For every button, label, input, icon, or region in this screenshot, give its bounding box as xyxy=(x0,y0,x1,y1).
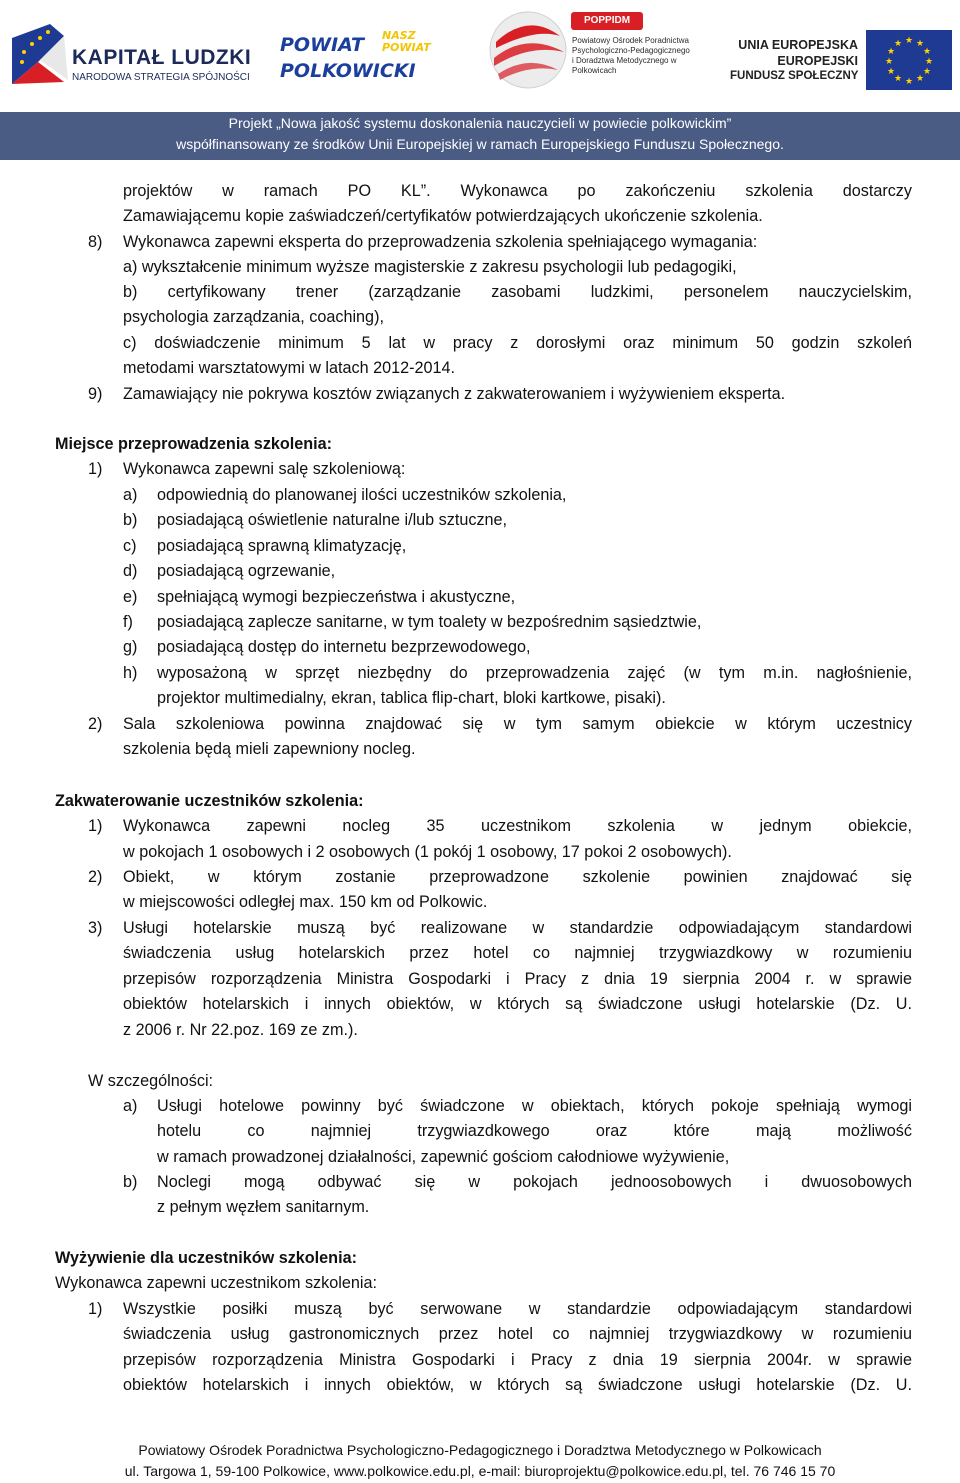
svg-text:★: ★ xyxy=(915,74,925,84)
p8-item-b-line-1: b) certyfikowany trener (zarządzanie zasobami ludzkimi, personelem nauczycielskim, xyxy=(123,283,912,301)
powiat-line-2: POLKOWICKI xyxy=(280,60,416,82)
s-item-b-line-1: Noclegi mogą odbywać się w pokojach jednoosobowych i dwuosobowych xyxy=(157,1173,912,1191)
powiat-polkowicki-logo xyxy=(280,29,440,86)
project-line-2: współfinansowany ze środków Unii Europejskiej w ramach Europejskiego Funduszu Społecznego. xyxy=(176,136,784,152)
project-banner xyxy=(0,112,960,160)
p8-line-1: Wykonawca zapewni eksperta do przeprowadzenia szkolenia spełniającego wymagania: xyxy=(123,233,758,251)
svg-text:★: ★ xyxy=(915,39,925,49)
z3-number: 3) xyxy=(88,919,103,937)
svg-text:★: ★ xyxy=(924,57,934,67)
w1-number: 1) xyxy=(88,1300,103,1318)
svg-text:★: ★ xyxy=(904,36,914,46)
m-item-h-letter: h) xyxy=(123,664,138,682)
svg-text:★: ★ xyxy=(922,67,932,77)
powiat-tag: NASZ POWIAT xyxy=(382,29,431,54)
section-heading-zakwaterowanie: Zakwaterowanie uczestników szkolenia: xyxy=(55,792,364,810)
m-item-letter: c) xyxy=(123,537,137,555)
svg-text:★: ★ xyxy=(884,57,894,67)
z3-line-4: obiektów hotelarskich i innych obiektów, w których są świadczone usługi hotelarskie (Dz. U. xyxy=(123,995,912,1013)
s-item-b-line-2: z pełnym węzłem sanitarnym. xyxy=(157,1198,370,1216)
s-item-a-line-1: Usługi hotelowe powinny być świadczone w obiektach, których pokoje spełniają wymogi xyxy=(157,1097,912,1115)
footer-line-2: ul. Targowa 1, 59-100 Polkowice, www.polkowice.edu.pl, e-mail: biuroprojektu@polkowice.edu.pl, tel. 76 746 15 70 xyxy=(124,1463,836,1479)
s-item-a-letter: a) xyxy=(123,1097,138,1115)
poppidm-logo xyxy=(486,6,701,94)
p9-text: Zamawiający nie pokrywa kosztów związanych z zakwaterowaniem i wyżywieniem eksperta. xyxy=(123,385,786,403)
z3-line-2: świadczenia usług hotelarskich przez hotel co najmniej trzygwiazdkowy w rozumieniu xyxy=(123,944,912,962)
m-item-text: posiadającą ogrzewanie, xyxy=(157,562,336,580)
footer-line-1: Powiatowy Ośrodek Poradnictwa Psychologiczno-Pedagogicznego i Doradztwa Metodycznego w Polkowicach xyxy=(138,1442,822,1458)
z2-number: 2) xyxy=(88,868,103,886)
m-item-letter: g) xyxy=(123,638,138,656)
p8-number: 8) xyxy=(88,233,103,251)
poppidm-name: Powiatowy Ośrodek Poradnictwa Psychologiczno-Pedagogicznego i Doradztwa Metodycznego w Polkowicach xyxy=(572,36,690,75)
p7-line-2: Zamawiającemu kopie zaświadczeń/certyfikatów potwierdzających ukończenie szkolenia. xyxy=(123,207,763,225)
m-item-text: posiadającą oświetlenie naturalne i/lub sztuczne, xyxy=(157,511,508,529)
m-item-h-line-2: projektor multimedialny, ekran, tablica flip-chart, bloki kartkowe, pisaki). xyxy=(157,689,666,707)
kapital-ludzki-title: KAPITAŁ LUDZKI xyxy=(72,46,252,69)
m2-number: 2) xyxy=(88,715,103,733)
svg-text:★: ★ xyxy=(922,47,932,57)
ue-line-3: FUNDUSZ SPOŁECZNY xyxy=(730,70,859,82)
kapital-ludzki-logo xyxy=(10,22,252,86)
poppidm-globe-icon xyxy=(486,8,568,92)
m-item-text: odpowiednią do planowanej ilości uczestników szkolenia, xyxy=(157,486,567,504)
w1-line-2: świadczenia usług gastronomicznych przez hotel co najmniej trzygwiazdkowy w rozumieniu xyxy=(123,1325,912,1343)
svg-text:★: ★ xyxy=(886,47,896,57)
svg-text:★: ★ xyxy=(893,39,903,49)
p8-item-c-line-2: metodami warsztatowymi w latach 2012-2014. xyxy=(123,359,455,377)
z1-line-1: Wykonawca zapewni nocleg 35 uczestnikom szkolenia w jednym obiekcie, xyxy=(123,817,912,835)
p9-number: 9) xyxy=(88,385,103,403)
m-item-text: posiadającą dostęp do internetu bezprzewodowego, xyxy=(157,638,531,656)
m1-text: Wykonawca zapewni salę szkoleniową: xyxy=(123,460,406,478)
m-item-text: spełniającą wymogi bezpieczeństwa i akustyczne, xyxy=(157,588,516,606)
z3-line-1: Usługi hotelarskie muszą być realizowane w standardzie odpowiadającym standardowi xyxy=(123,919,912,937)
m2-line-1: Sala szkoleniowa powinna znajdować się w tym samym obiekcie w którym uczestnicy xyxy=(123,715,912,733)
w1-line-3: przepisów rozporządzenia Ministra Gospodarki i Pracy z dnia 19 sierpnia 2004r. w sprawie xyxy=(123,1351,912,1369)
ue-line-1: UNIA EUROPEJSKA xyxy=(738,38,858,52)
page-header xyxy=(0,0,960,160)
m-item-text: posiadającą sprawną klimatyzację, xyxy=(157,537,407,555)
z3-line-5: z 2006 r. Nr 22.poz. 169 ze zm.). xyxy=(123,1021,358,1039)
p7-line-1: projektów w ramach PO KL”. Wykonawca po zakończeniu szkolenia dostarczy xyxy=(123,182,912,200)
w1-line-4: obiektów hotelarskich i innych obiektów, w których są świadczone usługi hotelarskie (Dz. U. xyxy=(123,1376,912,1394)
eu-flag-icon xyxy=(866,30,952,90)
kapital-ludzki-subtitle: NARODOWA STRATEGIA SPÓJNOŚCI xyxy=(72,72,250,83)
wyzywienie-intro: Wykonawca zapewni uczestnikom szkolenia: xyxy=(55,1274,377,1292)
section-heading-wyzywienie: Wyżywienie dla uczestników szkolenia: xyxy=(55,1249,357,1267)
z3-line-3: przepisów rozporządzenia Ministra Gospodarki i Pracy z dnia 19 sierpnia 2004 r. w sprawie xyxy=(123,970,912,988)
m-item-text: posiadającą zaplecze sanitarne, w tym toalety w bezpośrednim sąsiedztwie, xyxy=(157,613,702,631)
section-heading-miejsce: Miejsce przeprowadzenia szkolenia: xyxy=(55,435,333,453)
s-item-a-line-2: hotelu co najmniej trzygwiazdkowego oraz które mają możliwość xyxy=(157,1122,912,1140)
ue-efs-logo-text xyxy=(730,38,858,82)
w1-line-1: Wszystkie posiłki muszą być serwowane w standardzie odpowiadającym standardowi xyxy=(123,1300,912,1318)
s-item-b-letter: b) xyxy=(123,1173,138,1191)
z2-line-1: Obiekt, w którym zostanie przeprowadzone szkolenie powinien znajdować się xyxy=(123,868,912,886)
m-item-letter: b) xyxy=(123,511,138,529)
svg-text:★: ★ xyxy=(893,74,903,84)
p8-item-c-line-1: c) doświadczenie minimum 5 lat w pracy z dorosłymi oraz minimum 50 godzin szkoleń xyxy=(123,334,912,352)
ue-line-2: EUROPEJSKI xyxy=(777,54,858,68)
kapital-ludzki-mark-icon xyxy=(10,22,70,86)
s-item-a-line-3: w ramach prowadzonej działalności, zapewnić gościom całodniowe wyżywienie, xyxy=(157,1148,730,1166)
z1-line-2: w pokojach 1 osobowych i 2 osobowych (1 pokój 1 osobowy, 17 pokoi 2 osobowych). xyxy=(123,843,732,861)
p8-item-a: a) wykształcenie minimum wyższe magisterskie z zakresu psychologii lub pedagogiki, xyxy=(123,258,737,276)
szczegolnosci-label: W szczególności: xyxy=(88,1072,214,1090)
m2-line-2: szkolenia będą mieli zapewniony nocleg. xyxy=(123,740,416,758)
poppidm-badge: POPPIDM xyxy=(571,12,643,30)
powiat-line-1: POWIAT xyxy=(280,34,364,56)
m-item-letter: a) xyxy=(123,486,138,504)
svg-text:★: ★ xyxy=(904,77,914,87)
svg-text:★: ★ xyxy=(886,67,896,77)
m-item-letter: d) xyxy=(123,562,138,580)
m1-number: 1) xyxy=(88,460,103,478)
m-item-h-line-1: wyposażoną w sprzęt niezbędny do przeprowadzenia zajęć (w tym m.in. nagłośnienie, xyxy=(157,664,912,682)
p8-item-b-line-2: psychologia zarządzania, coaching), xyxy=(123,308,384,326)
project-line-1: Projekt „Nowa jakość systemu doskonalenia nauczycieli w powiecie polkowickim” xyxy=(228,115,732,131)
z2-line-2: w miejscowości odległej max. 150 km od Polkowic. xyxy=(123,893,488,911)
m-item-letter: e) xyxy=(123,588,138,606)
z1-number: 1) xyxy=(88,817,103,835)
m-item-letter: f) xyxy=(123,613,133,631)
